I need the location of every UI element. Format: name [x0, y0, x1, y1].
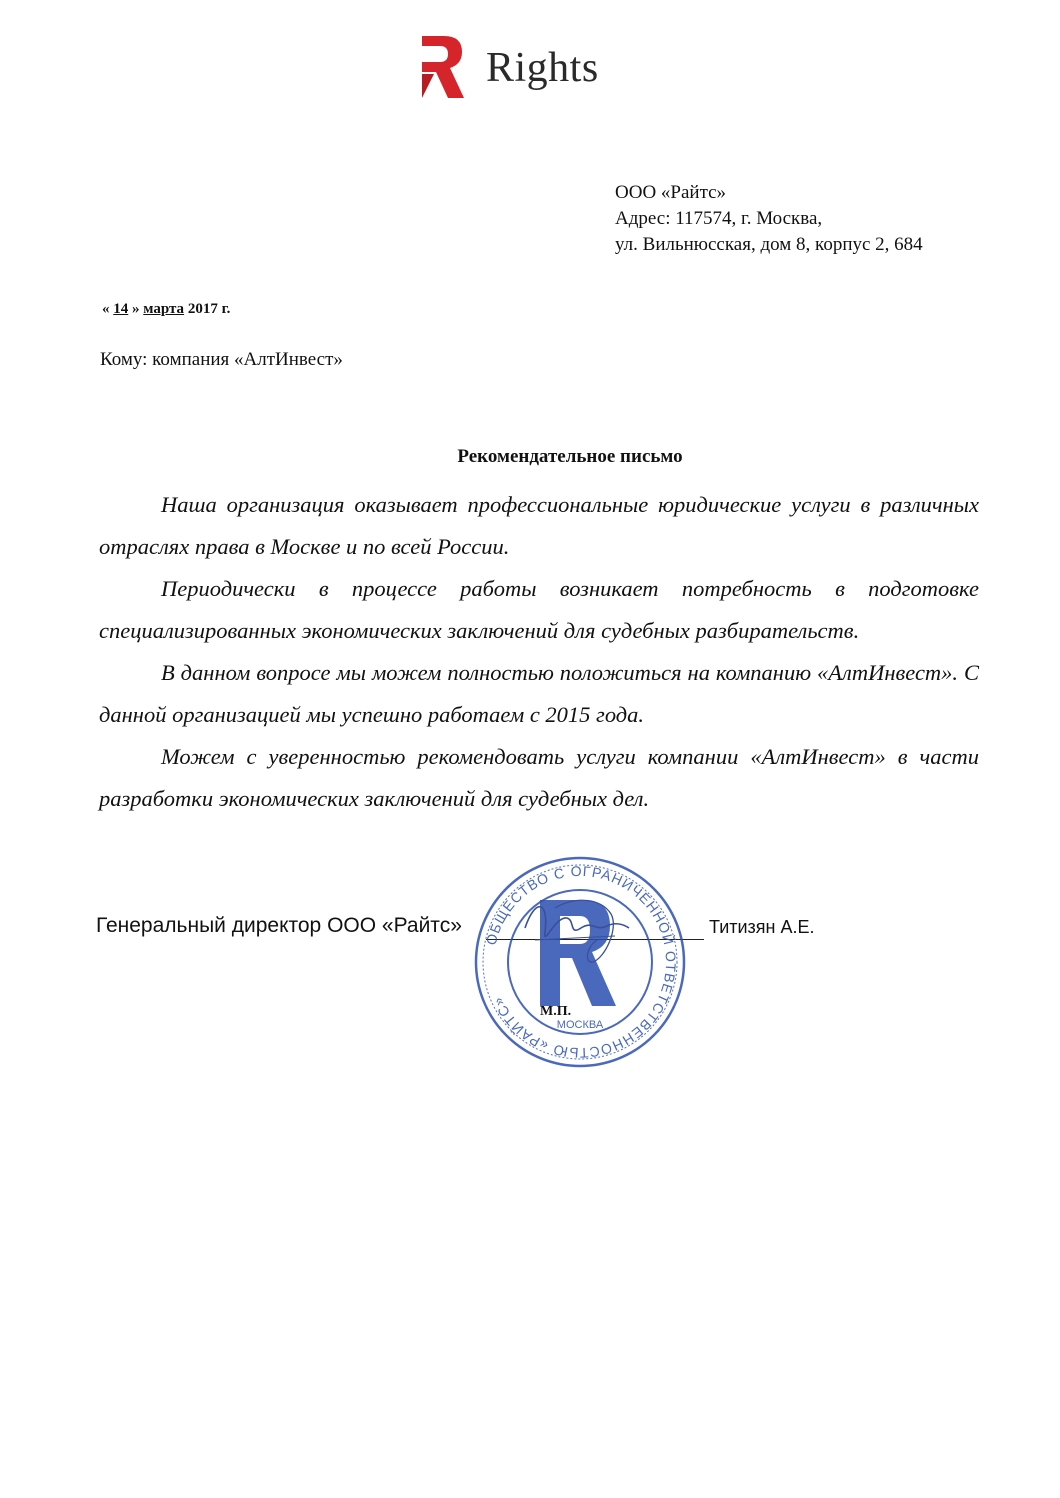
stamp-outer-text: ОБЩЕСТВО С ОГРАНИЧЕННОЙ ОТВЕТСТВЕННОСТЬЮ «РАЙТС» — [482, 862, 680, 1062]
recipient: Кому: компания «АлтИнвест» — [100, 349, 343, 370]
letter-body — [99, 484, 979, 820]
handwritten-signature — [515, 888, 635, 968]
seal-placeholder-label: М.П. — [540, 1004, 572, 1019]
company-logo — [418, 34, 618, 106]
letter-date — [102, 301, 230, 318]
paragraph: Наша организация оказывает профессиональные юридические услуги в различных отраслях права в Москве и по всей России. — [99, 492, 979, 559]
sender-company: ООО «Райтс» — [615, 182, 727, 203]
date-day: 14 — [113, 301, 129, 317]
paragraph: Можем с уверенностью рекомендовать услуги компании «АлтИнвест» в части разработки экономических заключений для судебных дел. — [99, 744, 979, 811]
date-quote-close: » — [132, 301, 140, 317]
rights-logo-icon — [418, 34, 466, 100]
signatory-position: Генеральный директор ООО «Райтс» — [96, 914, 462, 937]
paragraph: В данном вопросе мы можем полностью положиться на компанию «АлтИнвест». С данной организацией мы успешно работаем с 2015 года. — [99, 660, 979, 727]
letter-title: Рекомендательное письмо — [457, 446, 683, 467]
sender-address-line1: Адрес: 117574, г. Москва, — [615, 208, 823, 229]
logo-text: Rights — [486, 45, 599, 91]
sender-address — [615, 180, 923, 258]
signatory-name: Титизян А.Е. — [709, 917, 815, 937]
date-quote-open: « — [102, 301, 110, 317]
sender-address-line2: ул. Вильнюсская, дом 8, корпус 2, 684 — [615, 234, 923, 255]
date-month: марта — [143, 301, 185, 317]
date-year: 2017 г. — [187, 301, 231, 317]
paragraph: Периодически в процессе работы возникает потребность в подготовке специализированных экономических заключений для судебных разбирательств. — [99, 576, 979, 643]
stamp-city: МОСКВА — [556, 1019, 604, 1031]
